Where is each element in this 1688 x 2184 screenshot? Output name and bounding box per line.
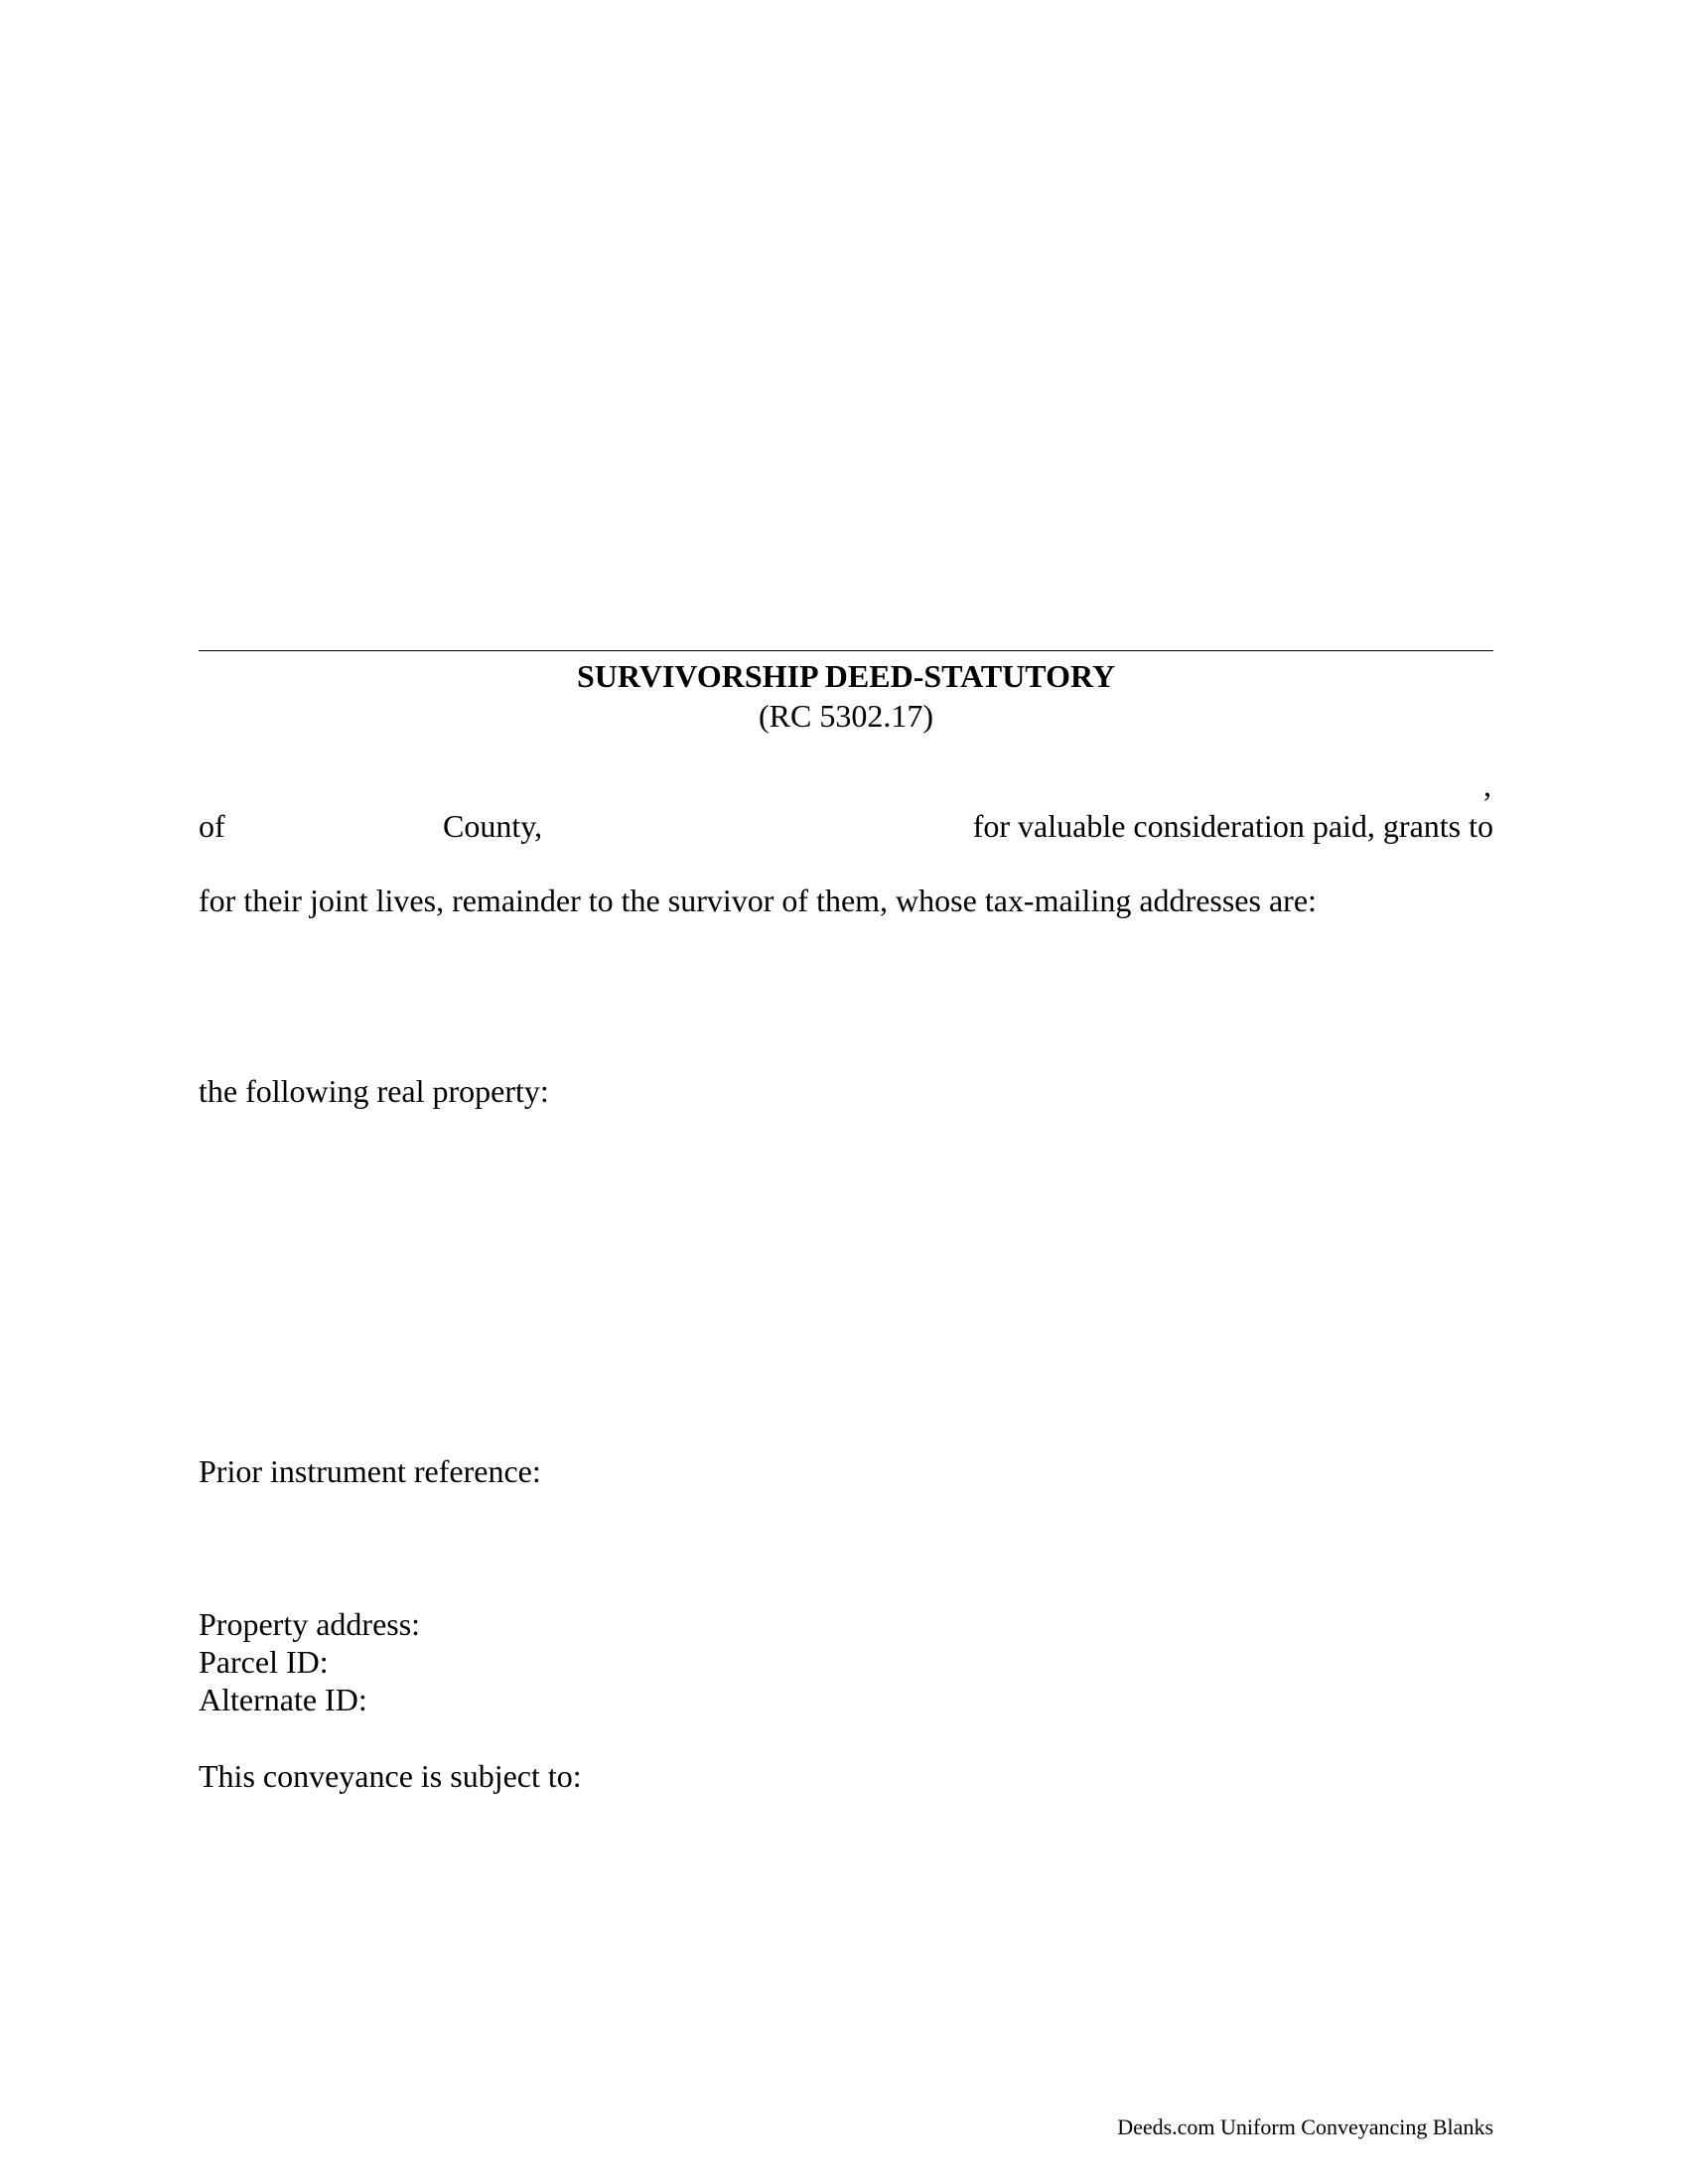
alternate-id-label: Alternate ID: — [199, 1682, 367, 1717]
consideration-text: for valuable consideration paid, grants to — [972, 808, 1493, 844]
document-title: SURVIVORSHIP DEED-STATUTORY — [576, 658, 1116, 694]
grantor-trailing-comma: , — [1483, 767, 1491, 803]
property-address-label: Property address: — [199, 1606, 421, 1642]
document-subtitle: (RC 5302.17) — [759, 698, 933, 734]
prior-instrument-label: Prior instrument reference: — [199, 1453, 541, 1489]
subject-to-label: This conveyance is subject to: — [199, 1758, 582, 1794]
title-rule — [199, 650, 1493, 651]
parcel-id-label: Parcel ID: — [199, 1644, 329, 1680]
of-label: of — [199, 808, 225, 844]
footer-text: Deeds.com Uniform Conveyancing Blanks — [1117, 2115, 1493, 2139]
county-label: County, — [443, 808, 543, 844]
joint-lives-text: for their joint lives, remainder to the survivor of them, whose tax-mailing addresses are: — [199, 883, 1317, 918]
real-property-label: the following real property: — [199, 1073, 549, 1109]
